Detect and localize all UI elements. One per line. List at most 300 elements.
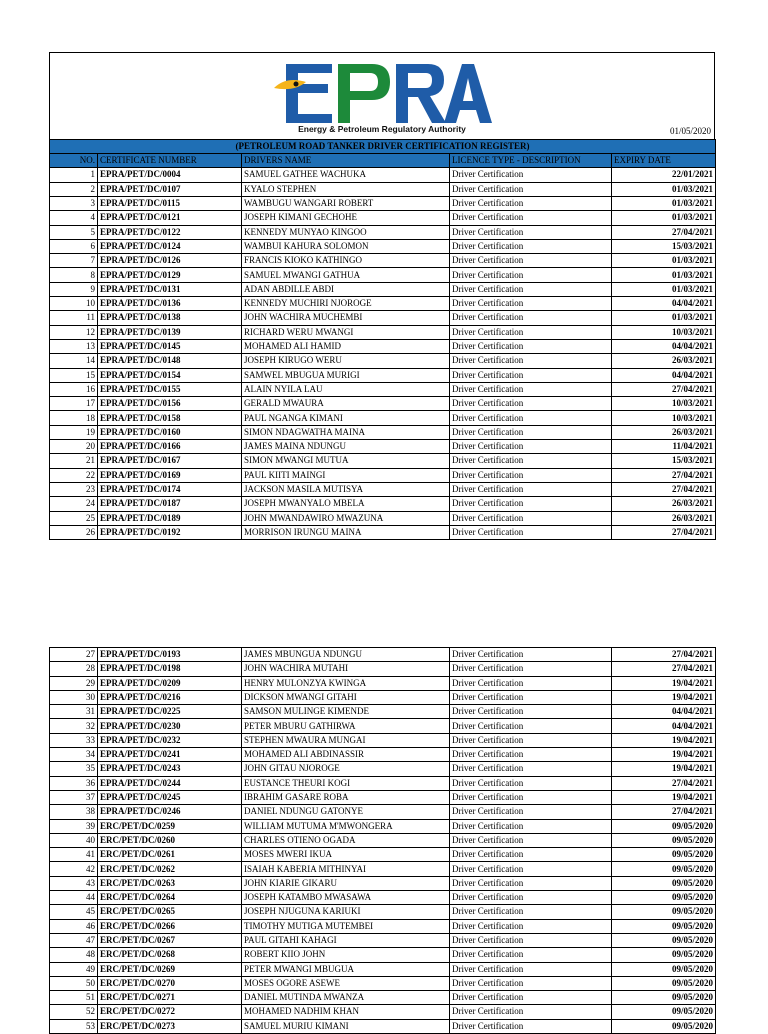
row-number: 22 [50,468,98,482]
expiry-date: 01/03/2021 [612,254,716,268]
table-row [50,933,716,947]
driver-name: SAMWEL MBUGUA MURIGI [242,368,450,382]
table-row [50,397,716,411]
certificate-number: ERC/PET/DC/0273 [98,1019,242,1033]
expiry-date: 10/03/2021 [612,397,716,411]
driver-name: WILLIAM MUTUMA M'MWONGERA [242,819,450,833]
driver-name: KENNEDY MUCHIRI NJOROGE [242,297,450,311]
licence-type: Driver Certification [450,497,612,511]
table-row [50,282,716,296]
certificate-number: EPRA/PET/DC/0139 [98,325,242,339]
row-number: 37 [50,790,98,804]
table-row [50,891,716,905]
register-title: (PETROLEUM ROAD TANKER DRIVER CERTIFICATION REGISTER) [50,140,716,154]
licence-type: Driver Certification [450,1019,612,1033]
expiry-date: 19/04/2021 [612,762,716,776]
column-header-certificate: CERTIFICATE NUMBER [98,154,242,168]
row-number: 8 [50,268,98,282]
table-row [50,211,716,225]
certificate-number: ERC/PET/DC/0266 [98,919,242,933]
row-number: 42 [50,862,98,876]
certificate-number: ERC/PET/DC/0269 [98,962,242,976]
table-row [50,497,716,511]
driver-name: PETER MWANGI MBUGUA [242,962,450,976]
certificate-number: EPRA/PET/DC/0158 [98,411,242,425]
driver-name: DANIEL NDUNGU GATONYE [242,805,450,819]
register-page-2 [49,647,715,1034]
expiry-date: 09/05/2020 [612,891,716,905]
certificate-number: EPRA/PET/DC/0121 [98,211,242,225]
driver-name: STEPHEN MWAURA MUNGAI [242,733,450,747]
row-number: 13 [50,339,98,353]
row-number: 1 [50,168,98,182]
certificate-number: EPRA/PET/DC/0131 [98,282,242,296]
table-row [50,425,716,439]
licence-type: Driver Certification [450,411,612,425]
certificate-number: EPRA/PET/DC/0230 [98,719,242,733]
table-row [50,719,716,733]
expiry-date: 01/03/2021 [612,311,716,325]
certificate-number: ERC/PET/DC/0265 [98,905,242,919]
expiry-date: 19/04/2021 [612,690,716,704]
certificate-number: ERC/PET/DC/0260 [98,833,242,847]
table-row [50,876,716,890]
certificate-number: EPRA/PET/DC/0115 [98,197,242,211]
row-number: 51 [50,991,98,1005]
certificate-number: EPRA/PET/DC/0107 [98,182,242,196]
licence-type: Driver Certification [450,891,612,905]
licence-type: Driver Certification [450,311,612,325]
table-row [50,748,716,762]
driver-name: ADAN ABDILLE ABDI [242,282,450,296]
expiry-date: 26/03/2021 [612,354,716,368]
certificate-number: EPRA/PET/DC/0148 [98,354,242,368]
licence-type: Driver Certification [450,225,612,239]
row-number: 44 [50,891,98,905]
row-number: 21 [50,454,98,468]
row-number: 24 [50,497,98,511]
expiry-date: 01/03/2021 [612,211,716,225]
row-number: 33 [50,733,98,747]
driver-name: RICHARD WERU MWANGI [242,325,450,339]
expiry-date: 27/04/2021 [612,468,716,482]
expiry-date: 04/04/2021 [612,339,716,353]
expiry-date: 09/05/2020 [612,819,716,833]
table-row [50,254,716,268]
column-header-licence-type: LICENCE TYPE - DESCRIPTION [450,154,612,168]
driver-name: JOHN WACHIRA MUTAHI [242,662,450,676]
certificate-number: EPRA/PET/DC/0225 [98,705,242,719]
licence-type: Driver Certification [450,397,612,411]
certificate-number: EPRA/PET/DC/0209 [98,676,242,690]
driver-name: PAUL NGANGA KIMANI [242,411,450,425]
expiry-date: 27/04/2021 [612,776,716,790]
certificate-number: EPRA/PET/DC/0004 [98,168,242,182]
expiry-date: 15/03/2021 [612,454,716,468]
driver-name: SAMUEL MURIU KIMANI [242,1019,450,1033]
document-date: 01/05/2020 [669,126,711,136]
expiry-date: 19/04/2021 [612,676,716,690]
licence-type: Driver Certification [450,805,612,819]
driver-name: EUSTANCE THEURI KOGI [242,776,450,790]
driver-name: ISAIAH KABERIA MITHINYAI [242,862,450,876]
licence-type: Driver Certification [450,382,612,396]
licence-type: Driver Certification [450,197,612,211]
row-number: 40 [50,833,98,847]
driver-name: KYALO STEPHEN [242,182,450,196]
table-row [50,325,716,339]
expiry-date: 19/04/2021 [612,733,716,747]
row-number: 2 [50,182,98,196]
register-rows-2 [50,648,716,1034]
licence-type: Driver Certification [450,454,612,468]
expiry-date: 10/03/2021 [612,325,716,339]
row-number: 4 [50,211,98,225]
licence-type: Driver Certification [450,168,612,182]
driver-name: FRANCIS KIOKO KATHINGO [242,254,450,268]
licence-type: Driver Certification [450,282,612,296]
expiry-date: 19/04/2021 [612,790,716,804]
table-row [50,991,716,1005]
certificate-number: EPRA/PET/DC/0246 [98,805,242,819]
row-number: 6 [50,239,98,253]
licence-type: Driver Certification [450,919,612,933]
table-row [50,790,716,804]
expiry-date: 27/04/2021 [612,662,716,676]
table-row [50,368,716,382]
table-row [50,268,716,282]
licence-type: Driver Certification [450,468,612,482]
table-row [50,354,716,368]
expiry-date: 27/04/2021 [612,482,716,496]
row-number: 3 [50,197,98,211]
expiry-date: 04/04/2021 [612,719,716,733]
table-row [50,805,716,819]
expiry-date: 09/05/2020 [612,1005,716,1019]
table-row [50,225,716,239]
certificate-number: ERC/PET/DC/0267 [98,933,242,947]
epra-logo [272,58,492,136]
driver-name: DICKSON MWANGI GITAHI [242,690,450,704]
licence-type: Driver Certification [450,833,612,847]
driver-name: ALAIN NYILA LAU [242,382,450,396]
row-number: 29 [50,676,98,690]
certificate-number: EPRA/PET/DC/0122 [98,225,242,239]
row-number: 31 [50,705,98,719]
register-table-1 [49,139,716,540]
licence-type: Driver Certification [450,905,612,919]
licence-type: Driver Certification [450,440,612,454]
table-row [50,819,716,833]
row-number: 34 [50,748,98,762]
licence-type: Driver Certification [450,354,612,368]
logo-subtitle: Energy & Petroleum Regulatory Authority [298,124,466,134]
certificate-number: EPRA/PET/DC/0155 [98,382,242,396]
epra-logo-mark [272,58,492,124]
letterhead [49,52,715,139]
certificate-number: ERC/PET/DC/0264 [98,891,242,905]
driver-name: GERALD MWAURA [242,397,450,411]
table-row [50,525,716,539]
table-row [50,648,716,662]
licence-type: Driver Certification [450,933,612,947]
driver-name: JAMES MBUNGUA NDUNGU [242,648,450,662]
driver-name: PAUL GITAHI KAHAGI [242,933,450,947]
row-number: 18 [50,411,98,425]
driver-name: JOHN KIARIE GIKARU [242,876,450,890]
expiry-date: 09/05/2020 [612,905,716,919]
row-number: 46 [50,919,98,933]
table-row [50,862,716,876]
driver-name: PETER MBURU GATHIRWA [242,719,450,733]
row-number: 15 [50,368,98,382]
certificate-number: EPRA/PET/DC/0160 [98,425,242,439]
row-number: 50 [50,976,98,990]
driver-name: WAMBUGU WANGARI ROBERT [242,197,450,211]
certificate-number: EPRA/PET/DC/0169 [98,468,242,482]
row-number: 10 [50,297,98,311]
certificate-number: EPRA/PET/DC/0145 [98,339,242,353]
licence-type: Driver Certification [450,991,612,1005]
row-number: 39 [50,819,98,833]
row-number: 43 [50,876,98,890]
row-number: 53 [50,1019,98,1033]
expiry-date: 09/05/2020 [612,933,716,947]
table-row [50,905,716,919]
expiry-date: 09/05/2020 [612,948,716,962]
table-row [50,705,716,719]
row-number: 12 [50,325,98,339]
driver-name: MOSES MWERI IKUA [242,848,450,862]
table-row [50,776,716,790]
certificate-number: EPRA/PET/DC/0198 [98,662,242,676]
certificate-number: EPRA/PET/DC/0241 [98,748,242,762]
row-number: 32 [50,719,98,733]
row-number: 52 [50,1005,98,1019]
licence-type: Driver Certification [450,211,612,225]
table-row [50,833,716,847]
table-row [50,297,716,311]
licence-type: Driver Certification [450,1005,612,1019]
driver-name: MOHAMED NADHIM KHAN [242,1005,450,1019]
certificate-number: EPRA/PET/DC/0124 [98,239,242,253]
expiry-date: 09/05/2020 [612,848,716,862]
expiry-date: 27/04/2021 [612,525,716,539]
row-number: 41 [50,848,98,862]
certificate-number: EPRA/PET/DC/0245 [98,790,242,804]
licence-type: Driver Certification [450,239,612,253]
driver-name: ROBERT KIIO JOHN [242,948,450,962]
driver-name: SAMUEL GATHEE WACHUKA [242,168,450,182]
certificate-number: ERC/PET/DC/0262 [98,862,242,876]
driver-name: SIMON MWANGI MUTUA [242,454,450,468]
licence-type: Driver Certification [450,948,612,962]
certificate-number: ERC/PET/DC/0263 [98,876,242,890]
expiry-date: 27/04/2021 [612,648,716,662]
licence-type: Driver Certification [450,297,612,311]
row-number: 38 [50,805,98,819]
expiry-date: 01/03/2021 [612,282,716,296]
row-number: 11 [50,311,98,325]
licence-type: Driver Certification [450,848,612,862]
certificate-number: ERC/PET/DC/0271 [98,991,242,1005]
licence-type: Driver Certification [450,368,612,382]
expiry-date: 09/05/2020 [612,991,716,1005]
driver-name: JOSEPH KIMANI GECHOHE [242,211,450,225]
expiry-date: 04/04/2021 [612,705,716,719]
licence-type: Driver Certification [450,819,612,833]
licence-type: Driver Certification [450,690,612,704]
table-row [50,197,716,211]
certificate-number: EPRA/PET/DC/0136 [98,297,242,311]
table-row [50,662,716,676]
certificate-number: EPRA/PET/DC/0129 [98,268,242,282]
driver-name: JOSEPH NJUGUNA KARIUKI [242,905,450,919]
table-row [50,339,716,353]
certificate-number: EPRA/PET/DC/0193 [98,648,242,662]
table-row [50,311,716,325]
certificate-number: EPRA/PET/DC/0189 [98,511,242,525]
licence-type: Driver Certification [450,676,612,690]
row-number: 26 [50,525,98,539]
column-header-expiry: EXPIRY DATE [612,154,716,168]
expiry-date: 22/01/2021 [612,168,716,182]
expiry-date: 26/03/2021 [612,511,716,525]
licence-type: Driver Certification [450,325,612,339]
driver-name: DANIEL MUTINDA MWANZA [242,991,450,1005]
driver-name: MORRISON IRUNGU MAINA [242,525,450,539]
certificate-number: EPRA/PET/DC/0174 [98,482,242,496]
certificate-number: EPRA/PET/DC/0192 [98,525,242,539]
expiry-date: 27/04/2021 [612,382,716,396]
expiry-date: 01/03/2021 [612,268,716,282]
driver-name: WAMBUI KAHURA SOLOMON [242,239,450,253]
driver-name: IBRAHIM GASARE ROBA [242,790,450,804]
row-number: 17 [50,397,98,411]
expiry-date: 27/04/2021 [612,805,716,819]
licence-type: Driver Certification [450,268,612,282]
licence-type: Driver Certification [450,705,612,719]
row-number: 14 [50,354,98,368]
expiry-date: 09/05/2020 [612,1019,716,1033]
licence-type: Driver Certification [450,790,612,804]
licence-type: Driver Certification [450,762,612,776]
licence-type: Driver Certification [450,254,612,268]
expiry-date: 10/03/2021 [612,411,716,425]
licence-type: Driver Certification [450,962,612,976]
row-number: 7 [50,254,98,268]
licence-type: Driver Certification [450,482,612,496]
licence-type: Driver Certification [450,425,612,439]
driver-name: JOHN MWANDAWIRO MWAZUNA [242,511,450,525]
certificate-number: ERC/PET/DC/0272 [98,1005,242,1019]
licence-type: Driver Certification [450,733,612,747]
expiry-date: 11/04/2021 [612,440,716,454]
table-row [50,182,716,196]
certificate-number: ERC/PET/DC/0270 [98,976,242,990]
driver-name: JOHN GITAU NJOROGE [242,762,450,776]
table-row [50,762,716,776]
licence-type: Driver Certification [450,976,612,990]
expiry-date: 19/04/2021 [612,748,716,762]
expiry-date: 26/03/2021 [612,497,716,511]
licence-type: Driver Certification [450,876,612,890]
expiry-date: 01/03/2021 [612,197,716,211]
driver-name: PAUL KIITI MAINGI [242,468,450,482]
licence-type: Driver Certification [450,339,612,353]
table-row [50,1005,716,1019]
table-row [50,482,716,496]
row-number: 28 [50,662,98,676]
driver-name: MOSES OGORE ASEWE [242,976,450,990]
row-number: 9 [50,282,98,296]
driver-name: HENRY MULONZYA KWINGA [242,676,450,690]
row-number: 30 [50,690,98,704]
certificate-number: EPRA/PET/DC/0216 [98,690,242,704]
driver-name: JOSEPH KATAMBO MWASAWA [242,891,450,905]
licence-type: Driver Certification [450,862,612,876]
driver-name: JOHN WACHIRA MUCHEMBI [242,311,450,325]
table-row [50,1019,716,1033]
table-row [50,411,716,425]
expiry-date: 09/05/2020 [612,919,716,933]
licence-type: Driver Certification [450,719,612,733]
licence-type: Driver Certification [450,648,612,662]
row-number: 48 [50,948,98,962]
expiry-date: 27/04/2021 [612,225,716,239]
expiry-date: 09/05/2020 [612,876,716,890]
row-number: 5 [50,225,98,239]
expiry-date: 09/05/2020 [612,962,716,976]
table-row [50,168,716,182]
driver-name: KENNEDY MUNYAO KINGOO [242,225,450,239]
row-number: 27 [50,648,98,662]
table-row [50,382,716,396]
row-number: 47 [50,933,98,947]
row-number: 45 [50,905,98,919]
row-number: 16 [50,382,98,396]
register-table-2 [49,647,716,1034]
licence-type: Driver Certification [450,182,612,196]
driver-name: JACKSON MASILA MUTISYA [242,482,450,496]
table-row [50,676,716,690]
row-number: 19 [50,425,98,439]
certificate-number: ERC/PET/DC/0259 [98,819,242,833]
expiry-date: 04/04/2021 [612,368,716,382]
expiry-date: 09/05/2020 [612,976,716,990]
expiry-date: 26/03/2021 [612,425,716,439]
register-page-1 [49,52,715,540]
driver-name: JOSEPH MWANYALO MBELA [242,497,450,511]
certificate-number: EPRA/PET/DC/0167 [98,454,242,468]
table-row [50,919,716,933]
table-row [50,440,716,454]
row-number: 23 [50,482,98,496]
table-row [50,511,716,525]
driver-name: MOHAMED ALI HAMID [242,339,450,353]
register-rows-1 [50,168,716,540]
licence-type: Driver Certification [450,525,612,539]
table-row [50,962,716,976]
row-number: 35 [50,762,98,776]
licence-type: Driver Certification [450,748,612,762]
licence-type: Driver Certification [450,511,612,525]
licence-type: Driver Certification [450,662,612,676]
row-number: 49 [50,962,98,976]
certificate-number: EPRA/PET/DC/0244 [98,776,242,790]
table-row [50,733,716,747]
driver-name: SAMUEL MWANGI GATHUA [242,268,450,282]
